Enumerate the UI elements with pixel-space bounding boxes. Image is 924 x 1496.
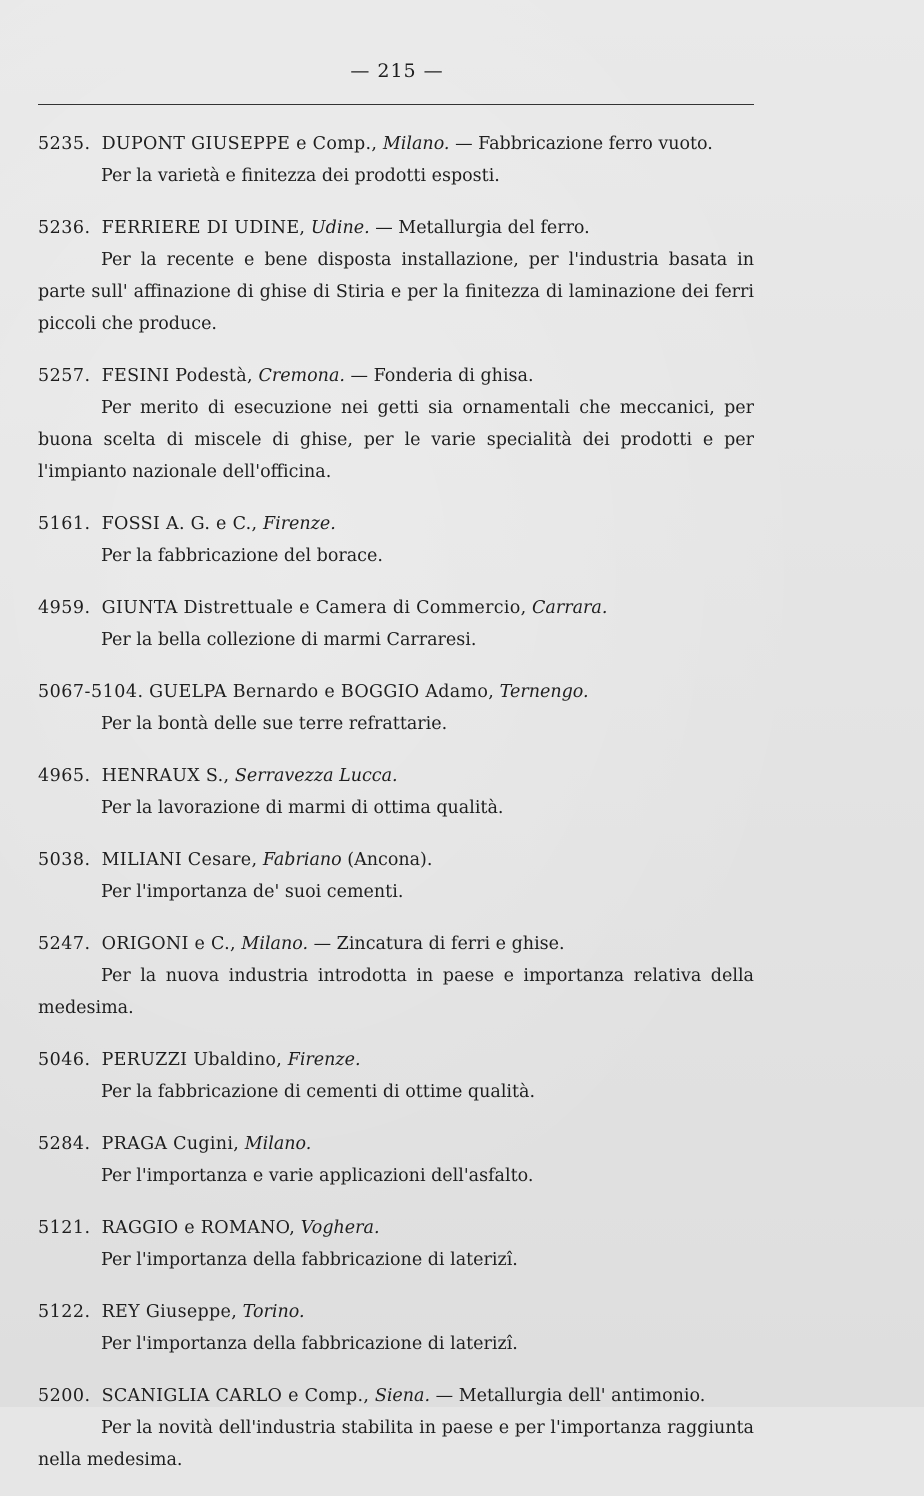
entry-motivation: Per la nuova industria introdotta in paese e importanza relativa della medesima. — [38, 966, 754, 1018]
entry-number: 5235. — [38, 134, 91, 154]
entry-heading — [38, 1212, 754, 1244]
entry-heading — [38, 928, 754, 960]
entry-city: Milano. — [244, 1134, 312, 1154]
entry-number: 5038. — [38, 850, 91, 870]
entry-heading — [38, 1044, 754, 1076]
entry-product: — Fabbricazione ferro vuoto. — [455, 134, 713, 154]
entry-product: (Ancona). — [347, 850, 433, 870]
entry-city: Fabriano — [262, 850, 342, 870]
entry-city: Cremona. — [258, 366, 345, 386]
entry-heading — [38, 844, 754, 876]
list-item — [38, 128, 754, 192]
entry-number: 5257. — [38, 366, 91, 386]
entry-exhibitor: SCANIGLIA CARLO e Comp., — [101, 1386, 370, 1406]
entry-number: 5046. — [38, 1050, 91, 1070]
entry-exhibitor: REY Giuseppe, — [101, 1302, 238, 1322]
entry-city: Ternengo. — [499, 682, 589, 702]
entry-city: Milano. — [241, 934, 309, 954]
entry-exhibitor: PRAGA Cugini, — [101, 1134, 240, 1154]
entry-city: Firenze. — [262, 514, 336, 534]
entry-number: 5121. — [38, 1218, 91, 1238]
entry-list — [38, 128, 754, 1496]
list-item — [38, 1296, 754, 1360]
entry-exhibitor: RAGGIO e ROMANO, — [101, 1218, 296, 1238]
entry-heading — [38, 1296, 754, 1328]
entry-city: Firenze. — [287, 1050, 361, 1070]
entry-product: — Zincatura di ferri e ghise. — [313, 934, 565, 954]
entry-motivation: Per la fabbricazione di cementi di ottime qualità. — [101, 1082, 536, 1102]
entry-exhibitor: GUELPA Bernardo e BOGGIO Adamo, — [149, 682, 495, 702]
list-item — [38, 508, 754, 572]
entry-motivation: Per la lavorazione di marmi di ottima qualità. — [101, 798, 504, 818]
entry-heading — [38, 592, 754, 624]
entry-heading — [38, 360, 754, 392]
entry-motivation: Per l'importanza e varie applicazioni dell'asfalto. — [101, 1166, 534, 1186]
entry-city: Siena. — [374, 1386, 431, 1406]
entry-number: 5236. — [38, 218, 91, 238]
entry-number: 5200. — [38, 1386, 91, 1406]
entry-motivation: Per merito di esecuzione nei getti sia ornamentali che meccanici, per buona scelta di miscele di ghise, per le varie specialità dei prodotti e per l'impianto nazionale dell'officina. — [38, 398, 754, 482]
entry-heading — [38, 1128, 754, 1160]
entry-exhibitor: DUPONT GIUSEPPE e Comp., — [101, 134, 378, 154]
entry-exhibitor: ORIGONI e C., — [101, 934, 236, 954]
header-rule — [38, 104, 754, 105]
list-item — [38, 928, 754, 1024]
entry-heading — [38, 212, 754, 244]
list-item — [38, 1212, 754, 1276]
entry-exhibitor: GIUNTA Distrettuale e Camera di Commercio, — [101, 598, 527, 618]
entry-motivation: Per la bontà delle sue terre refrattarie. — [101, 714, 448, 734]
entry-number: 5284. — [38, 1134, 91, 1154]
list-item — [38, 360, 754, 488]
entry-number: 4959. — [38, 598, 91, 618]
entry-motivation: Per l'importanza della fabbricazione di laterizî. — [101, 1250, 518, 1270]
entry-number: 5067-5104. — [38, 682, 144, 702]
entry-exhibitor: MILIANI Cesare, — [101, 850, 258, 870]
entry-number: 5247. — [38, 934, 91, 954]
list-item — [38, 1128, 754, 1192]
entry-motivation: Per la bella collezione di marmi Carraresi. — [101, 630, 477, 650]
entry-city: Milano. — [382, 134, 450, 154]
entry-motivation: Per la novità dell'industria stabilita in paese e per l'importanza raggiunta nella medesima. — [38, 1418, 754, 1470]
entry-heading — [38, 508, 754, 540]
entry-exhibitor: FESINI Podestà, — [101, 366, 253, 386]
list-item — [38, 592, 754, 656]
entry-exhibitor: FERRIERE DI UDINE, — [101, 218, 306, 238]
entry-heading — [38, 676, 754, 708]
list-item — [38, 1380, 754, 1476]
entry-motivation: Per la fabbricazione del borace. — [101, 546, 383, 566]
entry-product: — Metallurgia dell' antimonio. — [435, 1386, 706, 1406]
entry-product: — Fonderia di ghisa. — [350, 366, 534, 386]
entry-heading — [38, 128, 754, 160]
entry-motivation: Per la recente e bene disposta installazione, per l'industria basata in parte sull' affinazione di ghise di Stiria e per la finitezza di laminazione dei ferri piccoli che produce. — [38, 250, 754, 334]
list-item — [38, 844, 754, 908]
list-item — [38, 1044, 754, 1108]
list-item — [38, 676, 754, 740]
entry-motivation: Per la varietà e finitezza dei prodotti esposti. — [101, 166, 500, 186]
entry-exhibitor: PERUZZI Ubaldino, — [101, 1050, 283, 1070]
entry-city: Serravezza Lucca. — [234, 766, 398, 786]
entry-city: Carrara. — [532, 598, 608, 618]
list-item — [38, 760, 754, 824]
entry-city: Torino. — [242, 1302, 305, 1322]
entry-number: 5122. — [38, 1302, 91, 1322]
entry-motivation: Per l'importanza de' suoi cementi. — [101, 882, 404, 902]
entry-exhibitor: FOSSI A. G. e C., — [101, 514, 258, 534]
page-number: — 215 — — [350, 60, 444, 82]
entry-city: Udine. — [310, 218, 370, 238]
entry-heading — [38, 760, 754, 792]
entry-product: — Metallurgia del ferro. — [375, 218, 590, 238]
entry-exhibitor: HENRAUX S., — [101, 766, 230, 786]
list-item — [38, 212, 754, 340]
entry-motivation: Per l'importanza della fabbricazione di laterizî. — [101, 1334, 518, 1354]
entry-number: 5161. — [38, 514, 91, 534]
entry-heading — [38, 1380, 754, 1412]
entry-city: Voghera. — [300, 1218, 380, 1238]
entry-number: 4965. — [38, 766, 91, 786]
